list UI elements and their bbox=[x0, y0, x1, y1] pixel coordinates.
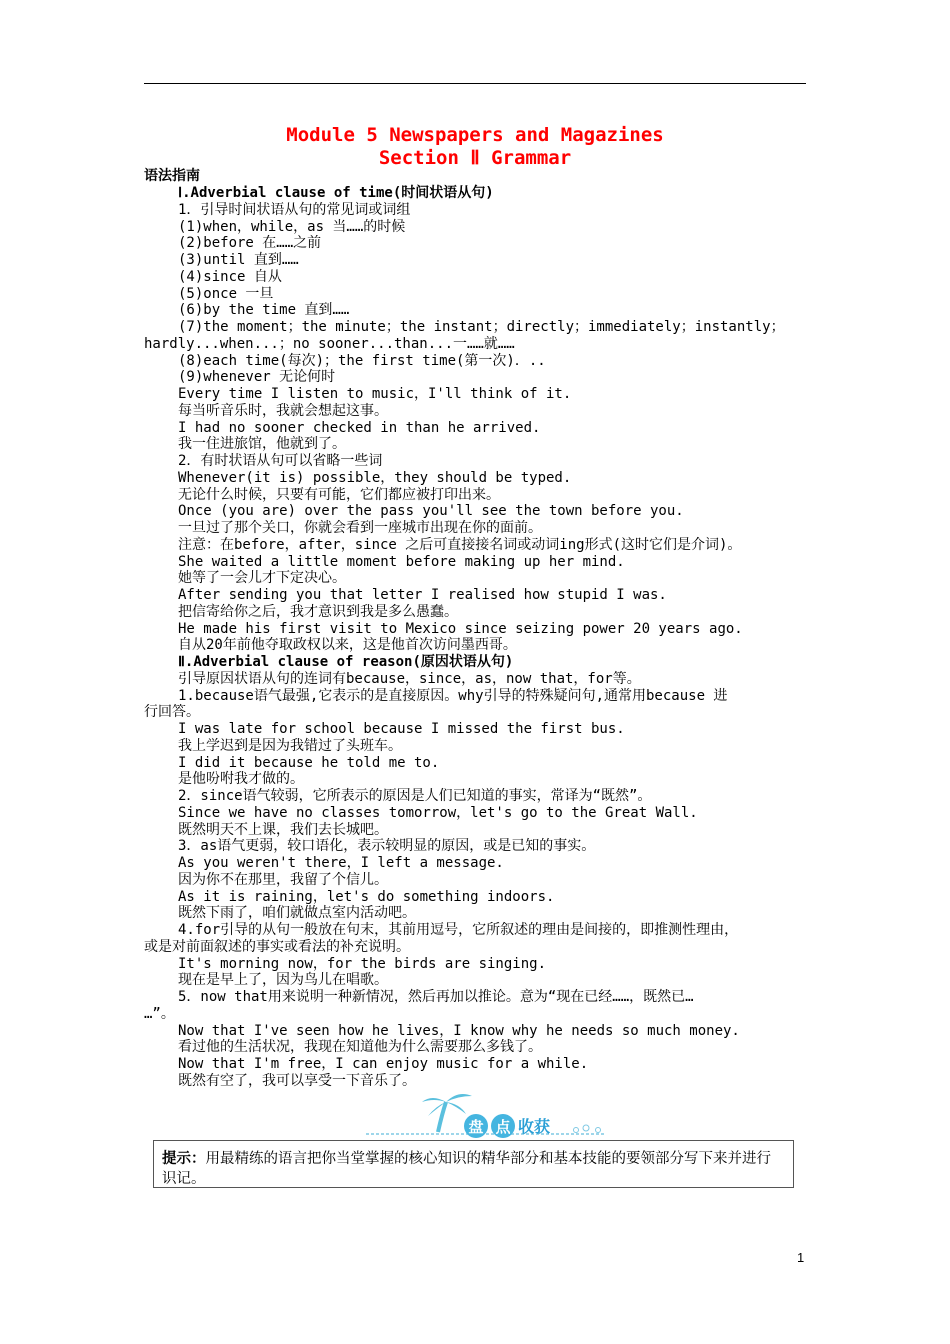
example-translation: 我上学迟到是因为我错过了头班车。 bbox=[178, 737, 402, 754]
text-line: (2)before 在……之前 bbox=[178, 235, 322, 252]
example-translation: 我一住进旅馆，他就到了。 bbox=[178, 436, 346, 453]
example-sentence: She waited a little moment before making up her mind. bbox=[178, 553, 625, 570]
banner-char-1: 盘 bbox=[468, 1118, 484, 1136]
example-translation: 自从20年前他夺取政权以来，这是他首次访问墨西哥。 bbox=[178, 637, 517, 654]
example-sentence: As it is raining，let's do something indoors. bbox=[178, 888, 555, 905]
text-line: (7)the moment；the minute；the instant；directly；immediately；instantly； bbox=[178, 319, 785, 335]
text-line: (3)until 直到…… bbox=[178, 252, 299, 268]
example-translation: 无论什么时候，只要有可能，它们都应被打印出来。 bbox=[178, 486, 500, 503]
example-sentence: Every time I listen to music，I'll think of it. bbox=[178, 386, 572, 402]
example-sentence: Now that I'm free，I can enjoy music for a while. bbox=[178, 1056, 589, 1072]
text-line: (8)each time(每次)；the first time(第一次)．.. bbox=[178, 352, 546, 369]
example-sentence: I had no sooner checked in than he arrived. bbox=[178, 419, 541, 436]
text-line: (4)since 自从 bbox=[178, 268, 282, 285]
example-translation: 既然明天不上课，我们去长城吧。 bbox=[178, 821, 388, 838]
banner-char-2: 点 bbox=[495, 1118, 511, 1136]
example-translation: 因为你不在那里，我留了个信儿。 bbox=[178, 871, 388, 888]
example-translation: 现在是早上了，因为鸟儿在唱歌。 bbox=[178, 972, 388, 989]
text-line: (6)by the time 直到…… bbox=[178, 302, 350, 319]
text-line: 5．now that用来说明一种新情况，然后再加以推论。意为“现在已经……，既然已… bbox=[178, 989, 694, 1005]
text-line: 2．since语气较弱，它所表示的原因是人们已知道的事实，常译为“既然”。 bbox=[178, 788, 652, 804]
example-translation: 她等了一会儿才下定决心。 bbox=[178, 570, 346, 587]
example-translation: 一旦过了那个关口，你就会看到一座城市出现在你的面前。 bbox=[178, 520, 542, 536]
text-line: (9)whenever 无论何时 bbox=[178, 369, 336, 386]
summary-banner bbox=[366, 1088, 618, 1140]
page-title: Module 5 Newspapers and Magazines bbox=[286, 124, 664, 146]
text-line: 行回答。 bbox=[144, 704, 200, 721]
page-number: 1 bbox=[797, 1250, 805, 1265]
text-line: (5)once 一旦 bbox=[178, 285, 274, 302]
example-translation: 把信寄给你之后，我才意识到我是多么愚蠢。 bbox=[178, 603, 458, 620]
example-translation: 看过他的生活状况，我现在知道他为什么需要那么多钱了。 bbox=[178, 1039, 542, 1056]
tip-label: 提示： bbox=[162, 1151, 206, 1167]
text-line: hardly...when...；no sooner...than...一……就…… bbox=[144, 335, 515, 352]
example-sentence: Whenever(it is) possible，they should be typed. bbox=[178, 469, 572, 486]
example-translation: 每当听音乐时，我就会想起这事。 bbox=[178, 402, 388, 419]
example-translation: 是他吩咐我才做的。 bbox=[178, 771, 304, 788]
text-line: 2．有时状语从句可以省略一些词 bbox=[178, 453, 383, 469]
example-sentence: Once (you are) over the pass you'll see the town before you. bbox=[178, 503, 684, 520]
section-heading: 语法指南 bbox=[144, 168, 200, 184]
example-sentence: I was late for school because I missed the first bus. bbox=[178, 721, 625, 737]
text-line: 或是对前面叙述的事实或看法的补充说明。 bbox=[144, 938, 410, 955]
tip-box bbox=[153, 1140, 794, 1188]
text-line: 1.because语气最强,它表示的是直接原因。why引导的特殊疑问句,通常用because 进 bbox=[178, 687, 728, 704]
example-translation: 既然下雨了，咱们就做点室内活动吧。 bbox=[178, 905, 416, 922]
text-line: 1．引导时间状语从句的常见词或词组 bbox=[178, 201, 411, 218]
text-line: 3．as语气更弱，较口语化，表示较明显的原因，或是已知的事实。 bbox=[178, 838, 596, 855]
example-sentence: He made his first visit to Mexico since seizing power 20 years ago. bbox=[178, 620, 743, 637]
banner-char-3: 收获 bbox=[518, 1117, 551, 1136]
subheading-reason-clause: Ⅱ.Adverbial clause of reason(原因状语从句) bbox=[178, 654, 514, 670]
subheading-time-clause: Ⅰ.Adverbial clause of time(时间状语从句) bbox=[178, 185, 494, 201]
tip-text: 用最精练的语言把你当堂掌握的核心知识的精华部分和基本技能的要领部分写下来并进行识记。 bbox=[162, 1151, 771, 1187]
header-rule bbox=[144, 83, 806, 84]
example-sentence: After sending you that letter I realised how stupid I was. bbox=[178, 587, 667, 603]
grammar-body bbox=[144, 185, 816, 1090]
example-translation: 既然有空了，我可以享受一下音乐了。 bbox=[178, 1072, 416, 1089]
example-sentence: It's morning now，for the birds are singing. bbox=[178, 955, 547, 972]
note-line: 注意：在before，after，since 之后可直接接名词或动词ing形式(这时它们是介词)。 bbox=[178, 536, 742, 553]
text-line: (1)when，while，as 当……的时候 bbox=[178, 218, 406, 235]
page-subtitle: Section Ⅱ Grammar bbox=[378, 147, 572, 169]
example-sentence: Since we have no classes tomorrow，let's go to the Great Wall. bbox=[178, 804, 698, 821]
example-sentence: Now that I've seen how he lives，I know why he needs so much money. bbox=[178, 1022, 740, 1039]
text-line: 引导原因状语从句的连词有because，since，as，now that，for等。 bbox=[178, 670, 641, 687]
example-sentence: As you weren't there，I left a message. bbox=[178, 855, 504, 871]
example-sentence: I did it because he told me to. bbox=[178, 754, 440, 771]
text-line: 4.for引导的从句一般放在句末，其前用逗号，它所叙述的理由是间接的，即推测性理由， bbox=[178, 922, 739, 938]
text-line: …”。 bbox=[144, 1005, 175, 1022]
